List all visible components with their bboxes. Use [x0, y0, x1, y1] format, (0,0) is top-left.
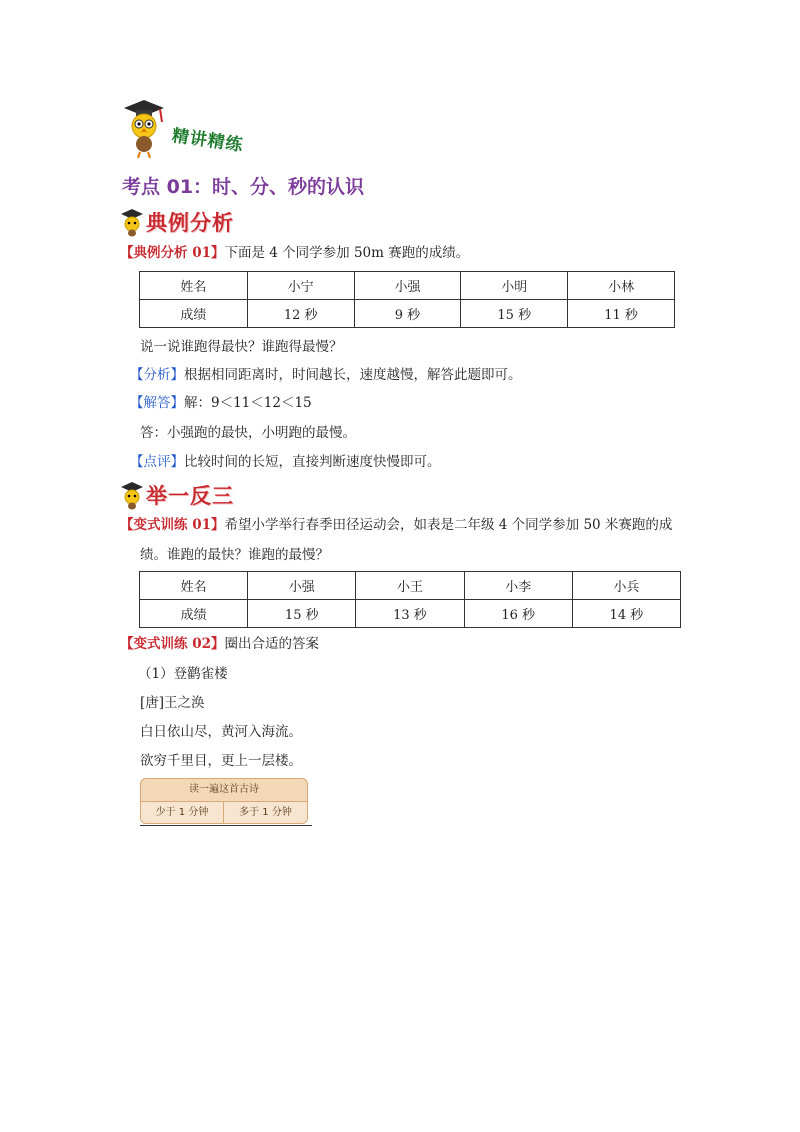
table-cell: 小强 [354, 272, 461, 300]
solution-line [130, 394, 312, 412]
table-cell: 14 秒 [572, 600, 680, 628]
table-cell: 13 秒 [356, 600, 464, 628]
example01-tag: 【典例分析 01】 [120, 245, 225, 261]
option-more-than-1-min[interactable]: 多于 1 分钟 [223, 801, 308, 824]
section-practice-header [120, 478, 270, 512]
option-less-than-1-min[interactable]: 少于 1 分钟 [140, 801, 224, 824]
comment-line [130, 453, 441, 471]
example01-line [120, 244, 469, 262]
comment-tag: 【点评】 [130, 454, 184, 470]
underline-divider [140, 825, 312, 826]
table-cell: 16 秒 [464, 600, 572, 628]
table-cell: 成绩 [140, 300, 248, 328]
analysis-text: 根据相同距离时，时间越长，速度越慢，解答此题即可。 [184, 367, 522, 383]
practice01-line1 [120, 516, 672, 534]
example01-question: 说一说谁跑得最快？谁跑得最慢？ [140, 339, 343, 355]
analysis-tag: 【分析】 [130, 367, 184, 383]
practice02-text: 圈出合适的答案 [224, 636, 319, 652]
table-cell: 15 秒 [461, 300, 568, 328]
practice01-tag: 【变式训练 01】 [120, 517, 225, 533]
table-cell: 小李 [464, 572, 572, 600]
table-cell: 11 秒 [568, 300, 675, 328]
poem-author: [唐]王之涣 [140, 695, 205, 711]
solution-tag: 【解答】 [130, 395, 184, 411]
practice01-line2: 绩。谁跑的最快？谁跑的最慢？ [140, 547, 329, 563]
analysis-line [130, 366, 522, 384]
table-row [140, 300, 675, 328]
header-logo-text: 精讲精练 [170, 126, 245, 156]
practice02-tag: 【变式训练 02】 [120, 636, 225, 652]
table-cell: 小明 [461, 272, 568, 300]
poem-line-1: 白日依山尽，黄河入海流。 [140, 724, 302, 740]
table-cell: 小强 [248, 572, 356, 600]
table-cell: 小宁 [247, 272, 354, 300]
table-row [140, 600, 681, 628]
table-cell: 小林 [568, 272, 675, 300]
graduate-icon [120, 480, 146, 510]
table-cell: 小兵 [572, 572, 680, 600]
practice01-text-1: 希望小学举行春季田径运动会，如表是二年级 4 个同学参加 50 米赛跑的成 [224, 517, 673, 533]
table-row [140, 572, 681, 600]
practice02-sub: （1）登鹳雀楼 [138, 666, 228, 682]
table-cell: 小王 [356, 572, 464, 600]
table-cell: 9 秒 [354, 300, 461, 328]
answer-line: 答：小强跑的最快，小明跑的最慢。 [140, 425, 356, 441]
header-logo [120, 96, 280, 160]
section-example-header [120, 205, 270, 239]
graduate-icon [120, 207, 146, 237]
reading-box-title: 读一遍这首古诗 [140, 778, 308, 801]
section-example-title: 典例分析 [146, 211, 234, 235]
solution-text: 解：9＜11＜12＜15 [184, 395, 312, 411]
poem-line-2: 欲穷千里目，更上一层楼。 [140, 753, 302, 769]
practice02-line [120, 635, 319, 653]
section-practice-title: 举一反三 [146, 484, 234, 508]
practice01-table [139, 571, 681, 628]
example01-text: 下面是 4 个同学参加 50m 赛跑的成绩。 [224, 245, 470, 261]
example01-table [139, 271, 675, 328]
table-cell: 姓名 [140, 272, 248, 300]
table-row [140, 272, 675, 300]
topic-title: 考点 01：时、分、秒的认识 [122, 176, 365, 198]
table-cell: 12 秒 [247, 300, 354, 328]
reading-time-box [140, 778, 310, 826]
table-cell: 成绩 [140, 600, 248, 628]
comment-text: 比较时间的长短，直接判断速度快慢即可。 [184, 454, 441, 470]
table-cell: 15 秒 [248, 600, 356, 628]
table-cell: 姓名 [140, 572, 248, 600]
